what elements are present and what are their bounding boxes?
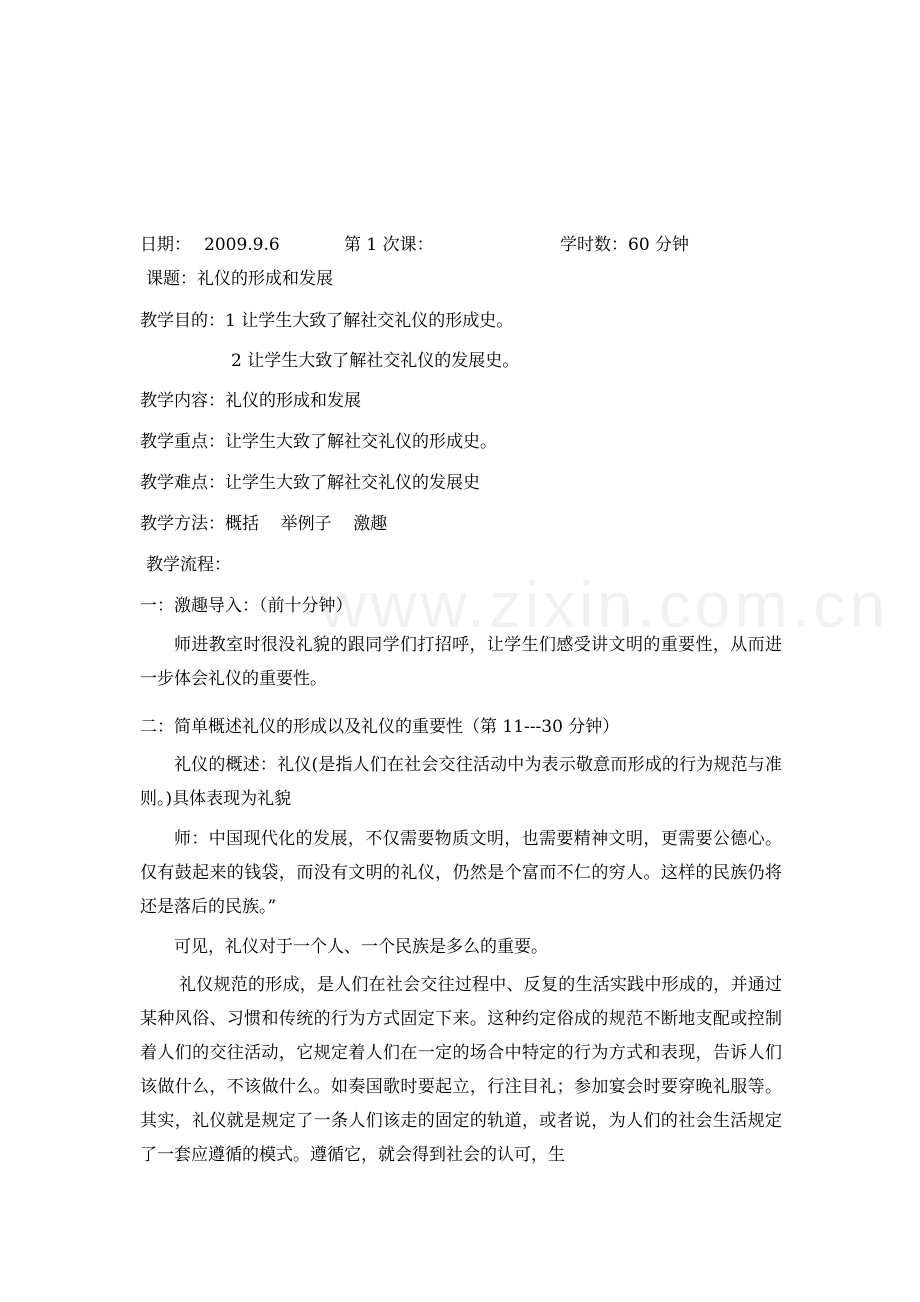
section-1-paragraph: 师进教室时很没礼貌的跟同学们打招呼，让学生们感受讲文明的重要性，从而进一步体会礼仪的重要性。	[140, 635, 782, 689]
lesson-label: 第 1 次课：	[344, 235, 434, 255]
importance-paragraph: 可见，礼仪对于一个人、一个民族是多么的重要。	[174, 937, 548, 957]
teaching-content: 教学内容：礼仪的形成和发展	[140, 391, 361, 411]
teaching-method: 教学方法：概括 举例子 激趣	[140, 514, 388, 534]
watermark: www.zixin.com.cn	[320, 569, 889, 641]
hours-label: 学时数：60 分钟	[560, 235, 690, 255]
section-2-title: 二：简单概述礼仪的形成以及礼仪的重要性（第 11---30 分钟）	[140, 717, 620, 737]
header-line	[140, 234, 782, 256]
formation-paragraph: 礼仪规范的形成，是人们在社会交往过程中、反复的生活实践中形成的，并通过某种风俗、习惯和传统的行为方式固定下来。这种约定俗成的规范不断地支配或控制着人们的交往活动，它规定着人们在一定的场合中特定的行为方式和表现，告诉人们该做什么，不该做什么。如奏国歌时要起立，行注目礼；参加宴会时要穿晚礼服等。其实，礼仪就是规定了一条人们该走的固定的轨道，或者说，为人们的社会生活规定了一套应遵循的模式。遵循它，就会得到社会的认可，生	[140, 975, 782, 1165]
topic: 课题：礼仪的形成和发展	[146, 269, 333, 289]
section-1-title: 一：激趣导入：（前十分钟）	[140, 596, 353, 616]
teacher-quote-paragraph: 师：中国现代化的发展，不仅需要物质文明，也需要精神文明，更需要公德心。仅有鼓起来的钱袋，而没有文明的礼仪，仍然是个富而不仁的穷人。这样的民族仍将还是落后的民族。”	[140, 829, 782, 917]
process-title: 教学流程：	[146, 555, 231, 575]
objective-line-1: 教学目的：1 让学生大致了解社交礼仪的形成史。	[140, 311, 514, 331]
overview-paragraph: 礼仪的概述：礼仪(是指人们在社会交往活动中为表示敬意而形成的行为规范与准则。)具体表现为礼貌	[140, 755, 782, 809]
date-value: 2009.9.6	[204, 235, 280, 255]
teaching-difficulty: 教学难点：让学生大致了解社交礼仪的发展史	[140, 473, 480, 493]
date-label: 日期：	[140, 235, 191, 255]
objective-line-2: 2 让学生大致了解社交礼仪的发展史。	[231, 351, 520, 371]
teaching-key-point: 教学重点：让学生大致了解社交礼仪的形成史。	[140, 432, 497, 452]
